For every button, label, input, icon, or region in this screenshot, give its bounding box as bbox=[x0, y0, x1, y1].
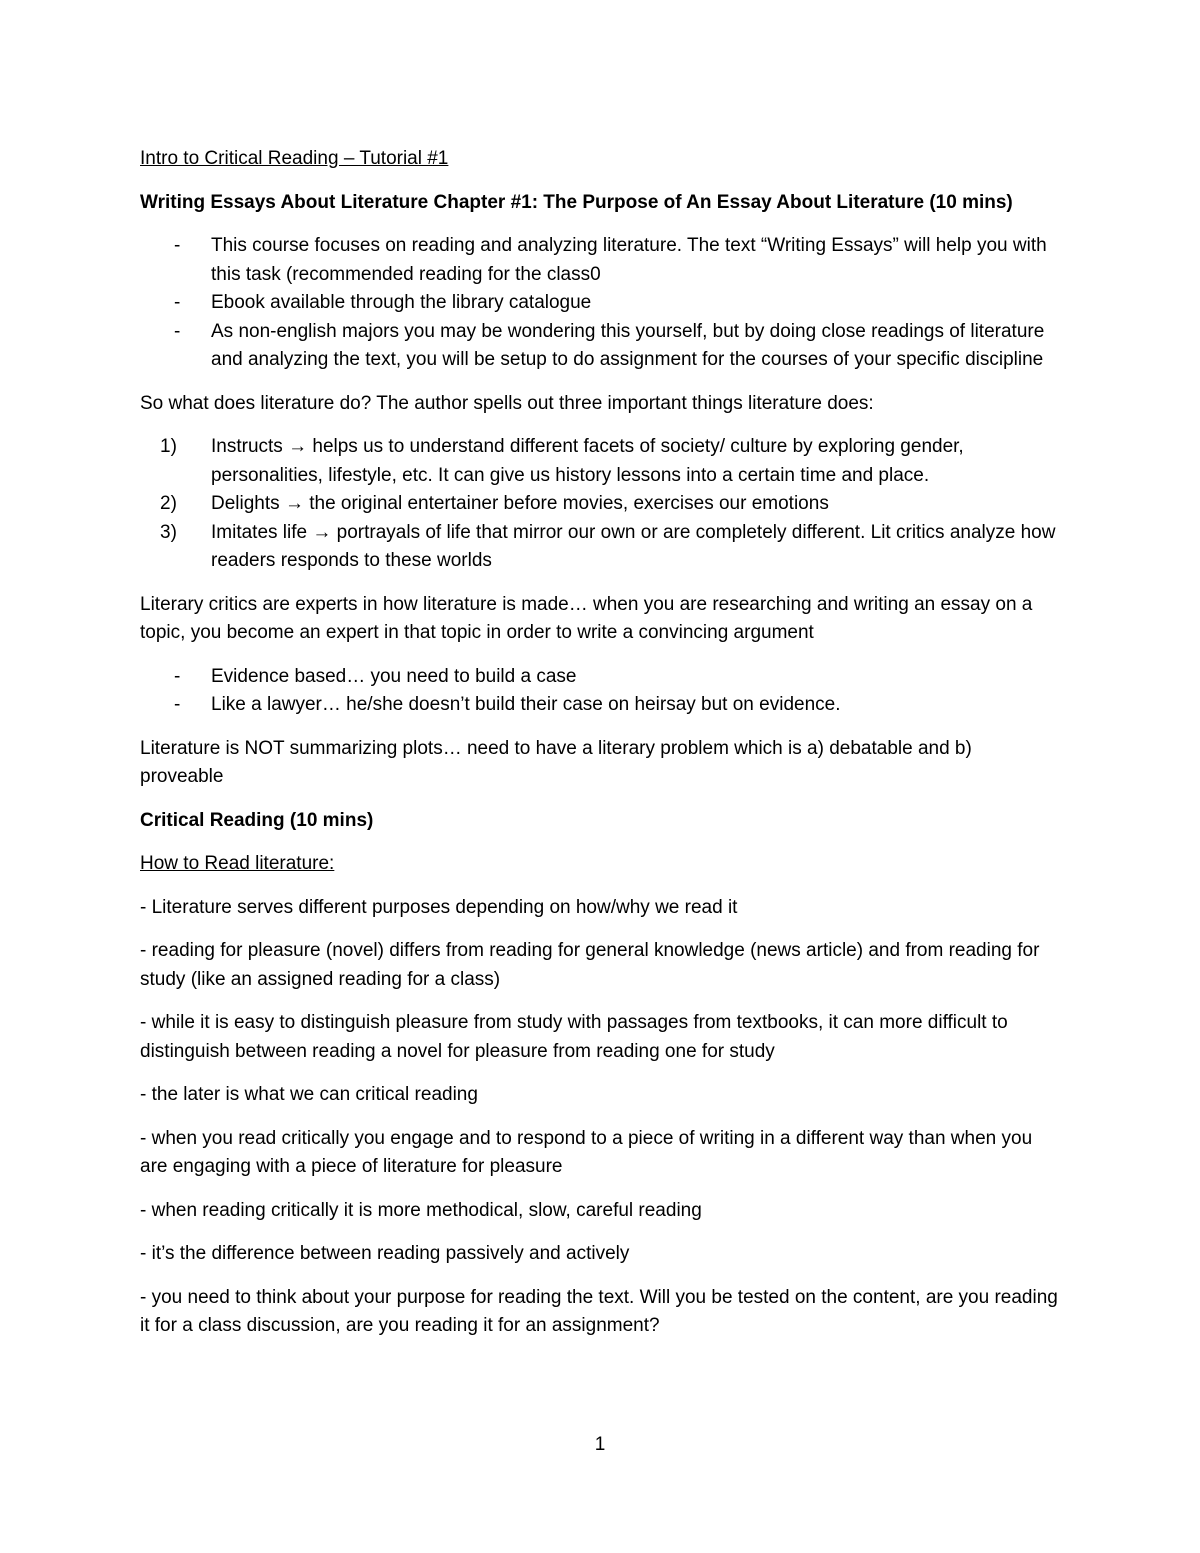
list-item bbox=[140, 663, 1060, 692]
paragraph-literary-critics: Literary critics are experts in how literature is made… when you are researching and writing an essay on a topic, you become an expert in that topic in order to write a convincing argument bbox=[140, 593, 1033, 643]
paragraph-not-summarizing: Literature is NOT summarizing plots… need to have a literary problem which is a) debatable and b) proveable bbox=[140, 737, 972, 787]
arrow-icon: → bbox=[312, 521, 332, 543]
paragraph: - the later is what we can critical reading bbox=[140, 1084, 478, 1105]
arrow-icon: → bbox=[284, 493, 304, 514]
paragraph: - Literature serves different purposes depending on how/why we read it bbox=[140, 896, 738, 918]
list-item bbox=[140, 318, 1060, 375]
paragraph: - while it is easy to distinguish pleasure from study with passages from textbooks, it can more difficult to distinguish between reading a novel for pleasure from reading one for study bbox=[140, 1012, 1008, 1062]
list-item-text: This course focuses on reading and analyzing literature. The text “Writing Essays” will help you with this task (recommended reading for the class0 bbox=[211, 235, 1047, 285]
paragraph: - when reading critically it is more methodical, slow, careful reading bbox=[140, 1199, 702, 1221]
list-item bbox=[140, 519, 1060, 576]
bullet-list-evidence bbox=[140, 663, 1060, 720]
bullet-list-course bbox=[140, 232, 1060, 375]
list-item-text: As non-english majors you may be wondering this yourself, but by doing close readings of literature and analyzing the text, you will be setup to do assignment for the courses of your specific discipline bbox=[211, 320, 1045, 370]
list-item-text: Like a lawyer… he/she doesn’t build their case on heirsay but on evidence. bbox=[211, 694, 841, 715]
term: Imitates life bbox=[211, 521, 308, 543]
term: Instructs bbox=[211, 436, 283, 457]
section-heading-critical-reading: Critical Reading (10 mins) bbox=[140, 809, 374, 831]
dash-marker: - bbox=[174, 320, 181, 342]
list-item bbox=[140, 691, 1060, 720]
list-item-text: Evidence based… you need to build a case bbox=[211, 665, 577, 687]
arrow-icon: → bbox=[288, 436, 308, 457]
subheading-how-to-read: How to Read literature: bbox=[140, 853, 335, 874]
section-heading-writing-essays: Writing Essays About Literature Chapter #1: The Purpose of An Essay About Literature (10 mins) bbox=[140, 191, 1013, 213]
paragraph: - it’s the difference between reading passively and actively bbox=[140, 1243, 630, 1264]
list-item bbox=[140, 289, 1060, 318]
list-item-text: helps us to understand different facets of society/ culture by exploring gender, personalities, lifestyle, etc. It can give us history lessons into a certain time and place. bbox=[211, 436, 964, 486]
list-item bbox=[140, 232, 1060, 289]
paragraph: - you need to think about your purpose for reading the text. Will you be tested on the content, are you reading it for a class discussion, are you reading it for an assignment? bbox=[140, 1286, 1058, 1336]
dash-marker: - bbox=[174, 665, 181, 687]
list-item bbox=[140, 490, 1060, 519]
list-item-text: portrayals of life that mirror our own or are completely different. Lit critics analyze how readers responds to these worlds bbox=[211, 521, 1056, 571]
paragraph: - reading for pleasure (novel) differs from reading for general knowledge (news article) and from reading for study (like an assigned reading for a class) bbox=[140, 940, 1040, 990]
paragraph-what-literature-does: So what does literature do? The author spells out three important things literature does: bbox=[140, 392, 874, 414]
numbered-list-functions bbox=[140, 433, 1060, 576]
document-page bbox=[140, 145, 1060, 1356]
page-number: 1 bbox=[594, 1434, 606, 1455]
number-marker: 3) bbox=[160, 521, 177, 543]
paragraph: - when you read critically you engage and to respond to a piece of writing in a different way than when you are engaging with a piece of literature for pleasure bbox=[140, 1127, 1033, 1177]
document-title: Intro to Critical Reading – Tutorial #1 bbox=[140, 148, 449, 169]
list-item-text: Ebook available through the library catalogue bbox=[211, 292, 592, 313]
number-marker: 2) bbox=[160, 493, 177, 514]
list-item bbox=[140, 433, 1060, 490]
list-item-text: the original entertainer before movies, exercises our emotions bbox=[309, 493, 829, 514]
dash-marker: - bbox=[174, 694, 181, 715]
number-marker: 1) bbox=[160, 436, 177, 457]
dash-marker: - bbox=[174, 235, 181, 256]
term: Delights bbox=[211, 493, 280, 514]
dash-marker: - bbox=[174, 292, 181, 313]
